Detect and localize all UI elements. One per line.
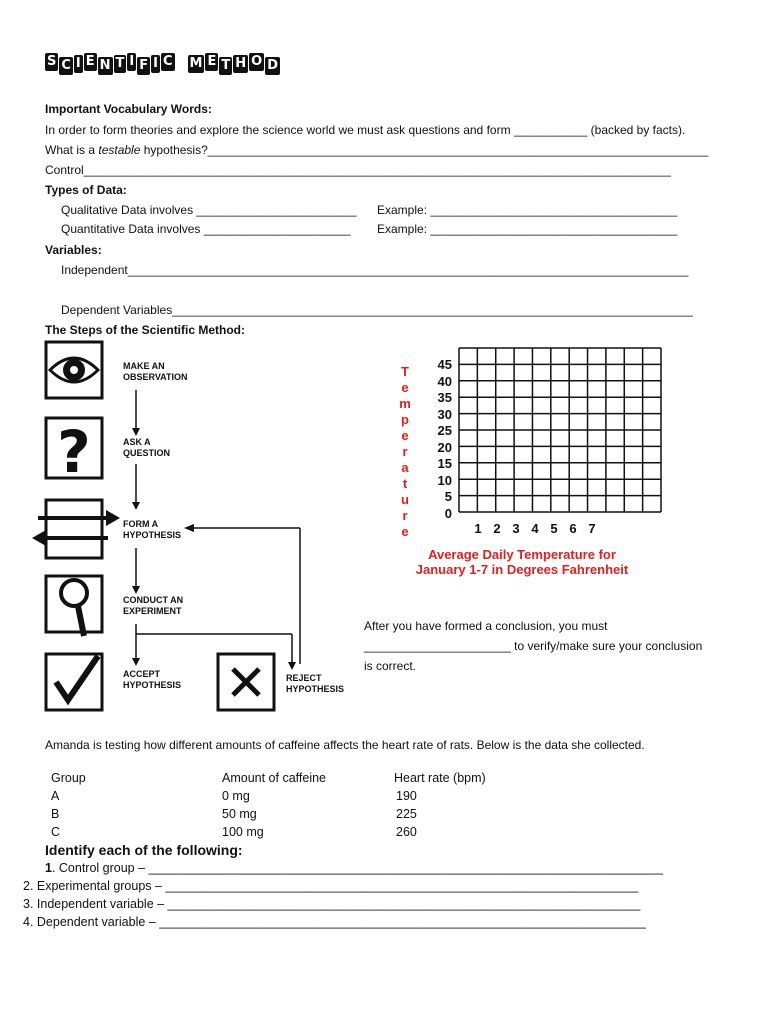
independent-line: Independent____________________________________________________________________________________ <box>61 263 689 277</box>
title-letter: M <box>189 56 203 71</box>
variables-heading: Variables: <box>45 243 102 257</box>
x-mark-icon <box>218 654 274 710</box>
conclusion-line-3: is correct. <box>364 659 417 673</box>
chart-title-line-1: Average Daily Temperature for <box>428 547 616 562</box>
hypothesis-line-1: FORM A <box>123 519 159 529</box>
title-letter: D <box>267 58 278 73</box>
table-cell: 190 <box>396 789 417 803</box>
y-tick-label: 10 <box>437 472 452 488</box>
y-label-letter: t <box>402 476 408 491</box>
x-tick-label: 1 <box>474 521 482 536</box>
y-label-letter: r <box>402 508 408 523</box>
table-cell: 0 mg <box>222 789 250 803</box>
title-letter: C <box>163 54 173 69</box>
chart-y-label <box>398 364 412 540</box>
step-accept-label <box>123 669 181 691</box>
y-tick-label: 0 <box>444 505 452 521</box>
y-tick-label: 45 <box>437 357 452 372</box>
testable-suffix: hypothesis?___________________________________________________________________________ <box>140 143 709 157</box>
y-label-letter: e <box>401 524 409 539</box>
y-tick-label: 20 <box>437 439 452 455</box>
title-letter: E <box>207 54 217 69</box>
observation-line-2: OBSERVATION <box>123 372 188 382</box>
identify-heading: Identify each of the following: <box>45 842 243 858</box>
table-header-caffeine: Amount of caffeine <box>222 771 327 785</box>
magnifier-icon <box>46 576 102 636</box>
vocab-control: Control________________________________________________________________________________________ <box>45 163 671 177</box>
title-space <box>176 55 188 73</box>
question-line-2: QUESTION <box>123 448 171 458</box>
eye-icon <box>46 342 102 398</box>
step-reject-label <box>286 673 344 695</box>
x-tick-label: 3 <box>512 521 520 536</box>
chart-title <box>372 547 672 577</box>
x-tick-label: 5 <box>550 521 558 536</box>
question-line-1: ASK A <box>123 437 151 447</box>
title-letter: H <box>235 56 247 71</box>
vocab-line-theories: In order to form theories and explore the science world we must ask questions and form ___________ (backed by facts). <box>45 123 686 137</box>
arrows-icon <box>32 500 120 558</box>
table-cell: B <box>51 807 60 821</box>
table-cell: C <box>51 825 61 839</box>
step-observation-label <box>123 361 188 383</box>
amanda-prompt: Amanda is testing how different amounts of caffeine affects the heart rate of rats. Below is the data she collected. <box>45 738 645 752</box>
temperature-grid <box>458 347 662 513</box>
identify-q3: 3. Independent variable – ____________________________________________________________________ <box>23 897 641 911</box>
qualitative-line: Qualitative Data involves ________________________ <box>61 203 357 217</box>
table-cell: 260 <box>396 825 417 839</box>
observation-line-1: MAKE AN <box>123 361 165 371</box>
step-question-label <box>123 437 170 459</box>
title-letter: O <box>251 54 263 69</box>
y-label-letter: r <box>402 444 408 459</box>
page-title <box>45 55 281 73</box>
title-letter: T <box>221 58 231 73</box>
y-tick-label: 35 <box>437 390 452 405</box>
y-label-letter: u <box>401 492 409 507</box>
q1-text: . Control group – __________________________________________________________________________ <box>51 861 663 875</box>
y-label-letter: e <box>401 428 409 443</box>
y-tick-label: 30 <box>437 406 452 422</box>
title-letter: I <box>129 54 135 69</box>
table-header-group: Group <box>51 771 86 785</box>
hypothesis-line-2: HYPOTHESIS <box>123 530 182 540</box>
testable-emphasis: testable <box>98 143 141 157</box>
chart-y-ticks <box>428 357 452 522</box>
title-letter: C <box>61 58 71 73</box>
title-letter: T <box>115 56 125 71</box>
step-experiment-label <box>123 595 183 617</box>
question-mark-icon <box>46 418 102 486</box>
identify-q4: 4. Dependent variable – ______________________________________________________________________ <box>23 915 646 929</box>
title-letter: I <box>75 56 81 71</box>
title-letter: I <box>153 56 158 71</box>
step-hypothesis-label <box>123 519 181 541</box>
testable-prefix: What is a <box>45 143 99 157</box>
y-label-letter: p <box>401 412 409 427</box>
scientific-method-flowchart <box>30 338 360 718</box>
y-label-letter: m <box>399 396 411 411</box>
quantitative-line: Quantitative Data involves ______________________ <box>61 222 351 236</box>
x-tick-label: 4 <box>531 521 539 536</box>
checkmark-icon <box>46 654 102 710</box>
identify-q2: 2. Experimental groups – ____________________________________________________________________ <box>23 879 639 893</box>
table-cell: 50 mg <box>222 807 257 821</box>
q1-number: 1 <box>45 861 52 875</box>
y-label-letter: e <box>401 380 409 395</box>
svg-text:?: ? <box>57 418 91 486</box>
title-letter: F <box>139 58 149 73</box>
title-letter: E <box>85 54 95 69</box>
dependent-line: Dependent Variables______________________________________________________________________________ <box>61 303 693 317</box>
experiment-line-2: EXPERIMENT <box>123 606 182 616</box>
x-tick-label: 7 <box>588 521 596 536</box>
title-letter: S <box>47 54 57 69</box>
y-label-letter: T <box>401 364 409 379</box>
chart-title-line-2: January 1-7 in Degrees Fahrenheit <box>415 562 629 577</box>
conclusion-line-1: After you have formed a conclusion, you must <box>364 619 608 633</box>
qualitative-example: Example: _____________________________________ <box>377 203 678 217</box>
table-cell: 100 mg <box>222 825 264 839</box>
vocab-line-testable <box>45 143 708 157</box>
accept-line-2: HYPOTHESIS <box>123 680 182 690</box>
y-tick-label: 25 <box>437 423 452 438</box>
types-of-data-heading: Types of Data: <box>45 183 127 197</box>
y-tick-label: 15 <box>437 456 452 471</box>
y-label-letter: a <box>401 460 409 475</box>
y-tick-label: 5 <box>444 489 452 504</box>
accept-line-1: ACCEPT <box>123 669 161 679</box>
x-tick-label: 2 <box>493 521 501 536</box>
vocab-heading: Important Vocabulary Words: <box>45 102 212 116</box>
title-letter: N <box>99 58 111 73</box>
reject-line-2: HYPOTHESIS <box>286 684 345 694</box>
y-tick-label: 40 <box>437 373 452 389</box>
steps-heading: The Steps of the Scientific Method: <box>45 323 246 337</box>
chart-x-ticks <box>470 521 600 536</box>
table-cell: 225 <box>396 807 417 821</box>
experiment-line-1: CONDUCT AN <box>123 595 184 605</box>
identify-q1 <box>45 861 663 875</box>
reject-line-1: REJECT <box>286 673 322 683</box>
table-header-heart-rate: Heart rate (bpm) <box>394 771 486 785</box>
table-cell: A <box>51 789 60 803</box>
conclusion-line-2: ______________________ to verify/make sure your conclusion <box>364 639 703 653</box>
x-tick-label: 6 <box>569 521 577 536</box>
quantitative-example: Example: _____________________________________ <box>377 222 678 236</box>
